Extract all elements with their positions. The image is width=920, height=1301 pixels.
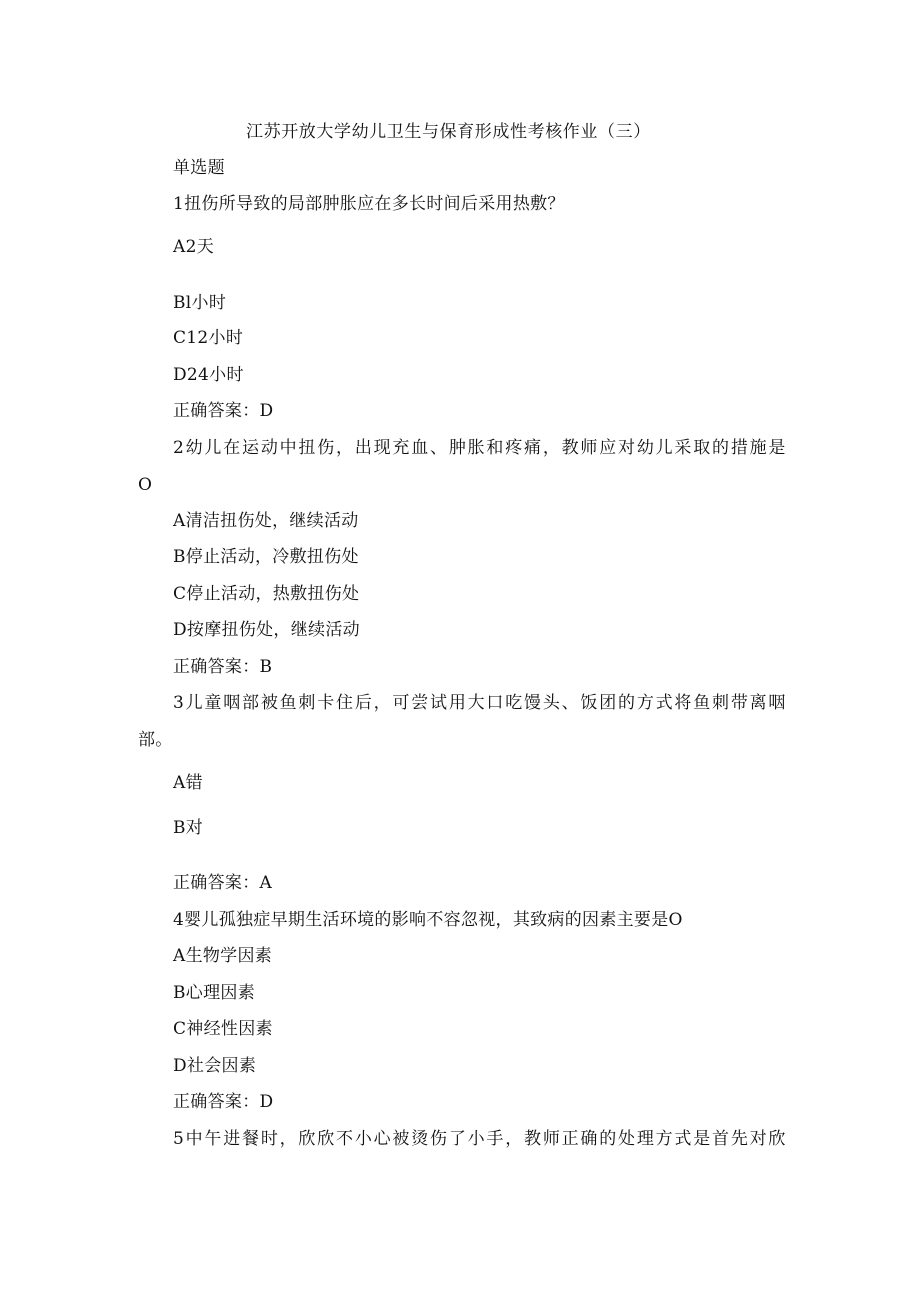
question-4-option-b: B心理因素 (173, 983, 255, 1003)
section-heading: 单选题 (173, 158, 225, 178)
question-2-option-a: A清洁扭伤处，继续活动 (173, 511, 359, 531)
question-2-option-c: C停止活动，热敷扭伤处 (173, 584, 360, 604)
question-3-option-a: A错 (173, 773, 203, 793)
question-2-answer: 正确答案：B (173, 657, 273, 677)
question-5-stem: 5中午进餐时，欣欣不小心被烫伤了小手，教师正确的处理方式是首先对欣 (173, 1129, 788, 1149)
question-3-stem-continued: 部。 (138, 730, 173, 750)
question-1-answer: 正确答案：D (173, 401, 274, 421)
question-3-option-b: B对 (173, 818, 204, 838)
question-4-option-c: C神经性因素 (173, 1019, 273, 1039)
question-2-option-b: B停止活动，冷敷扭伤处 (173, 547, 359, 567)
question-1-option-a: A2天 (173, 237, 214, 257)
question-2-option-d: D按摩扭伤处，继续活动 (173, 620, 360, 640)
question-4-stem: 4婴儿孤独症早期生活环境的影响不容忽视，其致病的因素主要是O (173, 910, 683, 930)
document-title: 江苏开放大学幼儿卫生与保育形成性考核作业（三） (246, 122, 651, 142)
question-3-stem: 3儿童咽部被鱼刺卡住后，可尝试用大口吃馒头、饭团的方式将鱼刺带离咽 (173, 693, 788, 713)
question-1-option-c: C12小时 (173, 328, 244, 348)
question-1-option-d: D24小时 (173, 365, 244, 385)
question-4-answer: 正确答案：D (173, 1092, 274, 1112)
question-4-option-d: D社会因素 (173, 1056, 257, 1076)
question-1-stem: 1扭伤所导致的局部肿胀应在多长时间后采用热敷？ (173, 194, 565, 214)
question-4-option-a: A生物学因素 (173, 946, 273, 966)
question-2-stem: 2幼儿在运动中扭伤，出现充血、肿胀和疼痛，教师应对幼儿采取的措施是 (173, 438, 788, 458)
question-3-answer: 正确答案：A (173, 873, 273, 893)
question-2-stem-continued: O (138, 475, 153, 495)
question-1-option-b: Bl小时 (173, 293, 227, 313)
